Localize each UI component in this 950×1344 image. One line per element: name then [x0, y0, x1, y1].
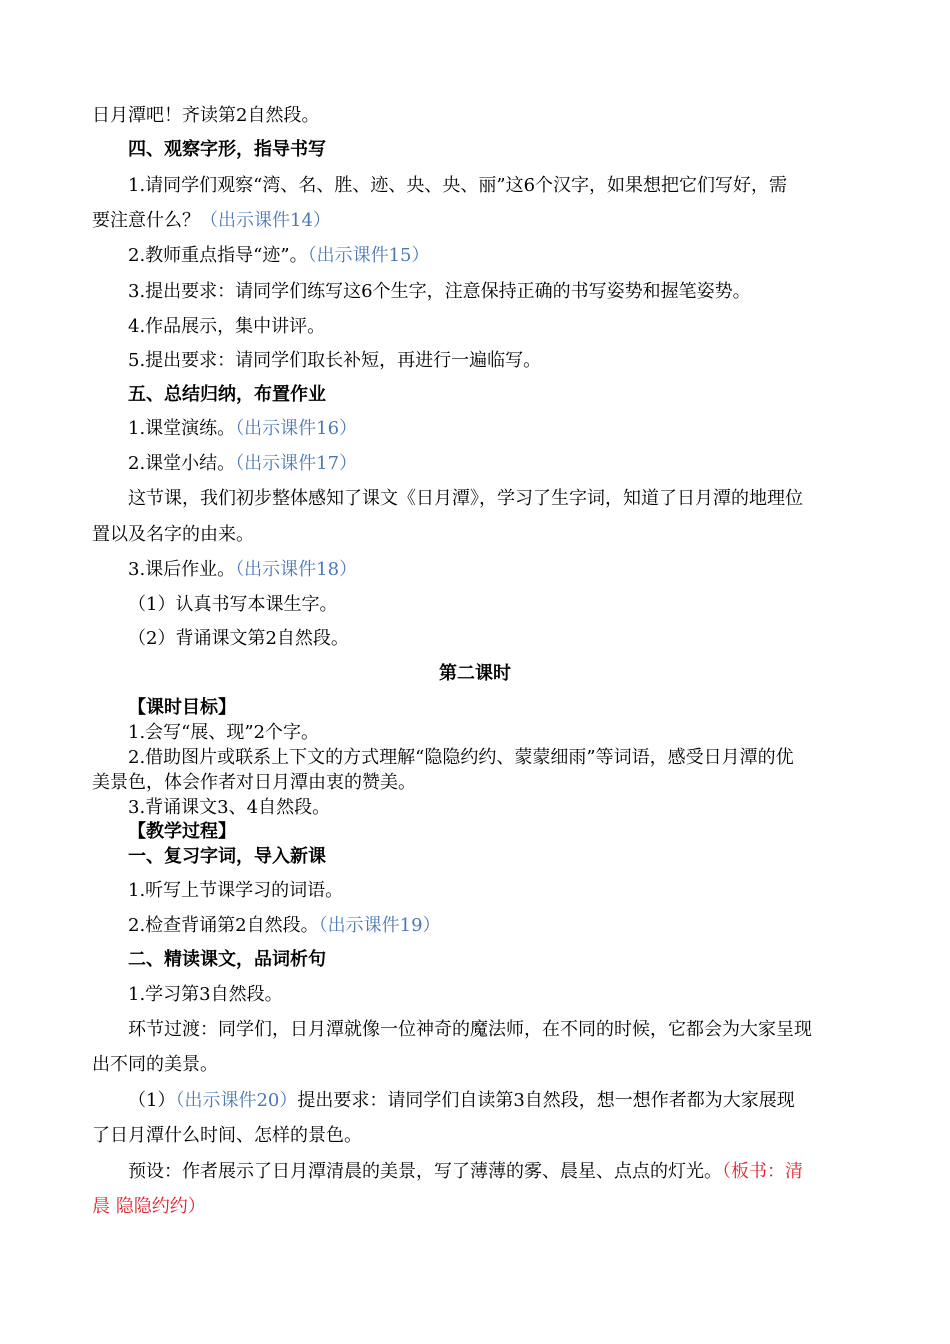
- section-4-item-1-line-a: 1.请同学们观察“湾、名、胜、迹、央、央、丽”这6个汉字，如果想把它们写好，需: [128, 175, 788, 196]
- step-1-text: 提出要求：请同学们自读第3自然段，想一想作者都为大家展现: [297, 1090, 795, 1111]
- section-4-item-4: 4.作品展示，集中讲评。: [128, 316, 326, 337]
- section-4-item-2: [128, 241, 429, 267]
- preset-line-a: [128, 1157, 803, 1183]
- homework-2: （2）背诵课文第2自然段。: [128, 628, 349, 649]
- courseware-ref-19: （出示课件19）: [318, 915, 441, 936]
- summary-line-b: 置以及名字的由来。: [92, 524, 254, 545]
- preset-text: 预设：作者展示了日月潭清晨的美景，写了薄薄的雾、晨星、点点的灯光。: [128, 1161, 722, 1182]
- section-4-item-3: 3.提出要求：请同学们练写这6个生字，注意保持正确的书写姿势和握笔姿势。: [128, 281, 751, 302]
- section-5-item-2: [128, 449, 357, 475]
- process-section-1-item-2-text: 2.检查背诵第2自然段。: [128, 915, 319, 936]
- process-section-1-item-2: [128, 911, 441, 937]
- section-4-item-1-line-b: [92, 206, 331, 232]
- step-1-line-a: [128, 1086, 795, 1112]
- homework-1: （1）认真书写本课生字。: [128, 594, 338, 615]
- section-5-item-3: [128, 555, 357, 581]
- transition-line-b: 出不同的美景。: [92, 1054, 218, 1075]
- process-section-2-item-1: 1.学习第3自然段。: [128, 984, 283, 1005]
- courseware-ref-20: （出示课件20）: [175, 1090, 298, 1111]
- process-section-2-heading: 二、精读课文，品词析句: [128, 949, 326, 970]
- courseware-ref-18: （出示课件18）: [235, 559, 358, 580]
- summary-line-a: 这节课，我们初步整体感知了课文《日月潭》，学习了生字词，知道了日月潭的地理位: [128, 488, 803, 509]
- board-note-part-b: 晨 隐隐约约）: [92, 1196, 206, 1217]
- transition-line-a: 环节过渡：同学们，日月潭就像一位神奇的魔法师，在不同的时候，它都会为大家呈现: [128, 1019, 812, 1040]
- section-4-item-2-text: 2.教师重点指导“迹”。: [128, 245, 308, 266]
- section-4-item-1-text: 要注意什么？: [92, 210, 200, 231]
- section-5-heading: 五、总结归纳，布置作业: [128, 384, 326, 405]
- courseware-ref-16: （出示课件16）: [235, 418, 358, 439]
- step-1-number: （1）: [128, 1090, 176, 1111]
- lesson-2-title: 第二课时: [439, 663, 511, 684]
- board-note-part-a: （板书：清: [722, 1161, 803, 1182]
- process-heading: 【教学过程】: [128, 821, 236, 842]
- goal-2-line-a: 2.借助图片或联系上下文的方式理解“隐隐约约、蒙蒙细雨”等词语，感受日月潭的优: [128, 747, 794, 768]
- section-5-item-1-text: 1.课堂演练。: [128, 418, 236, 439]
- courseware-ref-15: （出示课件15）: [307, 245, 430, 266]
- section-4-heading: 四、观察字形，指导书写: [128, 139, 326, 160]
- goal-2-line-b: 美景色，体会作者对日月潭由衷的赞美。: [92, 772, 416, 793]
- section-4-item-5: 5.提出要求：请同学们取长补短，再进行一遍临写。: [128, 350, 542, 371]
- section-5-item-1: [128, 414, 357, 440]
- courseware-ref-17: （出示课件17）: [235, 453, 358, 474]
- goals-heading: 【课时目标】: [128, 697, 236, 718]
- step-1-line-b: 了日月潭什么时间、怎样的景色。: [92, 1125, 362, 1146]
- goal-3: 3.背诵课文3、4自然段。: [128, 797, 331, 818]
- section-5-item-3-text: 3.课后作业。: [128, 559, 236, 580]
- process-section-1-item-1: 1.听写上节课学习的词语。: [128, 880, 344, 901]
- process-section-1-heading: 一、复习字词，导入新课: [128, 846, 326, 867]
- opening-line: 日月潭吧！齐读第2自然段。: [92, 105, 320, 126]
- courseware-ref-14: （出示课件14）: [200, 210, 331, 231]
- section-5-item-2-text: 2.课堂小结。: [128, 453, 236, 474]
- goal-1: 1.会写“展、现”2个字。: [128, 722, 320, 743]
